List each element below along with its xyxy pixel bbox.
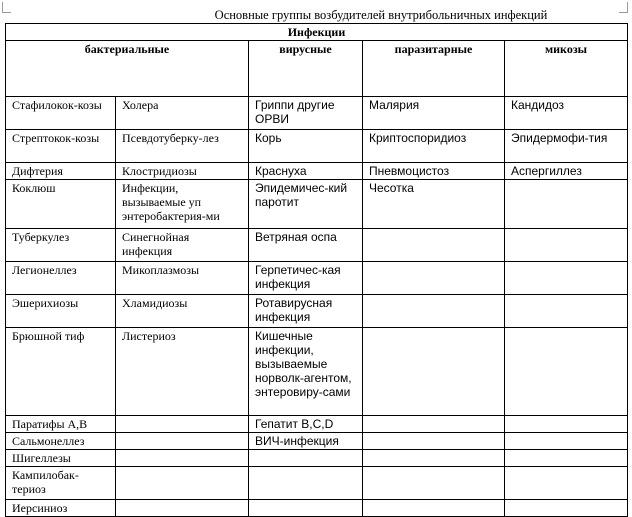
bacterial-cell-a: Коклюш bbox=[6, 180, 116, 229]
parasitic-cell: Чесотка bbox=[363, 180, 505, 229]
parasitic-cell bbox=[363, 229, 505, 262]
bacterial-cell-b: Инфекции, вызываемые уп энтеробактерия-ми bbox=[116, 180, 249, 229]
parasitic-cell bbox=[363, 467, 505, 500]
bacterial-cell-a: Сальмонеллез bbox=[6, 433, 116, 450]
parasitic-cell bbox=[363, 416, 505, 433]
mycoses-cell bbox=[505, 295, 628, 328]
table-row bbox=[6, 328, 628, 416]
viral-cell: Герпетичес-кая инфекция bbox=[249, 262, 363, 295]
bacterial-cell-a: Иерсиниоз bbox=[6, 500, 116, 517]
mycoses-cell bbox=[505, 229, 628, 262]
mycoses-cell: Аспергиллез bbox=[505, 163, 628, 180]
viral-cell: Корь bbox=[249, 130, 363, 163]
bacterial-cell-b bbox=[116, 500, 249, 517]
viral-cell: Гриппи другие ОРВИ bbox=[249, 97, 363, 130]
column-header-parasitic: паразитарные bbox=[363, 41, 505, 97]
mycoses-cell bbox=[505, 500, 628, 517]
viral-cell: Ротавирусная инфекция bbox=[249, 295, 363, 328]
table-row bbox=[6, 163, 628, 180]
table-row bbox=[6, 295, 628, 328]
bacterial-cell-a: Стафилокок-козы bbox=[6, 97, 116, 130]
bacterial-cell-b: Клостридиозы bbox=[116, 163, 249, 180]
infections-table bbox=[5, 23, 628, 517]
table-row bbox=[6, 130, 628, 163]
bacterial-cell-a: Брюшной тиф bbox=[6, 328, 116, 416]
table-row bbox=[6, 450, 628, 467]
mycoses-cell bbox=[505, 416, 628, 433]
mycoses-cell: Эпидермофи-тия bbox=[505, 130, 628, 163]
column-header-mycoses: микозы bbox=[505, 41, 628, 97]
viral-cell bbox=[249, 500, 363, 517]
bacterial-cell-a: Стрептокок-козы bbox=[6, 130, 116, 163]
bacterial-cell-b bbox=[116, 450, 249, 467]
column-header-bacterial: бактериальные bbox=[6, 41, 249, 97]
bacterial-cell-a: Туберкулез bbox=[6, 229, 116, 262]
viral-cell: ВИЧ-инфекция bbox=[249, 433, 363, 450]
table-row bbox=[6, 467, 628, 500]
viral-cell: Краснуха bbox=[249, 163, 363, 180]
mycoses-cell bbox=[505, 180, 628, 229]
parasitic-cell: Криптоспоридиоз bbox=[363, 130, 505, 163]
bacterial-cell-b: Микоплазмозы bbox=[116, 262, 249, 295]
mycoses-cell: Кандидоз bbox=[505, 97, 628, 130]
mycoses-cell bbox=[505, 262, 628, 295]
bacterial-cell-a: Паратифы А,В bbox=[6, 416, 116, 433]
parasitic-cell bbox=[363, 433, 505, 450]
bacterial-cell-b bbox=[116, 467, 249, 500]
mycoses-cell bbox=[505, 328, 628, 416]
table-title: Инфекции bbox=[6, 24, 628, 41]
viral-cell bbox=[249, 450, 363, 467]
bacterial-cell-b: Холера bbox=[116, 97, 249, 130]
bacterial-cell-b: Псевдотуберку-лез bbox=[116, 130, 249, 163]
bacterial-cell-b bbox=[116, 416, 249, 433]
bacterial-cell-a: Дифтерия bbox=[6, 163, 116, 180]
parasitic-cell bbox=[363, 262, 505, 295]
bacterial-cell-b: Листериоз bbox=[116, 328, 249, 416]
parasitic-cell: Пневмоцистоз bbox=[363, 163, 505, 180]
viral-cell: Ветряная оспа bbox=[249, 229, 363, 262]
table-row bbox=[6, 262, 628, 295]
table-caption: Основные группы возбудителей внутрибольничных инфекций bbox=[214, 8, 548, 22]
bacterial-cell-a: Шигеллезы bbox=[6, 450, 116, 467]
bacterial-cell-b: Синегнойная инфекция bbox=[116, 229, 249, 262]
table-row bbox=[6, 433, 628, 450]
mycoses-cell bbox=[505, 450, 628, 467]
parasitic-cell bbox=[363, 450, 505, 467]
bacterial-cell-a: Кампилобак-териоз bbox=[6, 467, 116, 500]
table-row bbox=[6, 97, 628, 130]
parasitic-cell bbox=[363, 295, 505, 328]
viral-cell: Гепатит В,С,D bbox=[249, 416, 363, 433]
table-row bbox=[6, 500, 628, 517]
table-row bbox=[6, 180, 628, 229]
viral-cell bbox=[249, 467, 363, 500]
viral-cell: Эпидемичес-кий паротит bbox=[249, 180, 363, 229]
table-row bbox=[6, 229, 628, 262]
bacterial-cell-a: Эшерихиозы bbox=[6, 295, 116, 328]
parasitic-cell bbox=[363, 328, 505, 416]
table-row bbox=[6, 416, 628, 433]
bacterial-cell-b bbox=[116, 433, 249, 450]
parasitic-cell: Малярия bbox=[363, 97, 505, 130]
viral-cell: Кишечные инфекции, вызываемые норволк-агентом, энтеровиру-сами bbox=[249, 328, 363, 416]
mycoses-cell bbox=[505, 467, 628, 500]
mycoses-cell bbox=[505, 433, 628, 450]
parasitic-cell bbox=[363, 500, 505, 517]
bacterial-cell-b: Хламидиозы bbox=[116, 295, 249, 328]
table-body bbox=[6, 97, 628, 517]
bacterial-cell-a: Легионеллез bbox=[6, 262, 116, 295]
column-header-viral: вирусные bbox=[249, 41, 363, 97]
